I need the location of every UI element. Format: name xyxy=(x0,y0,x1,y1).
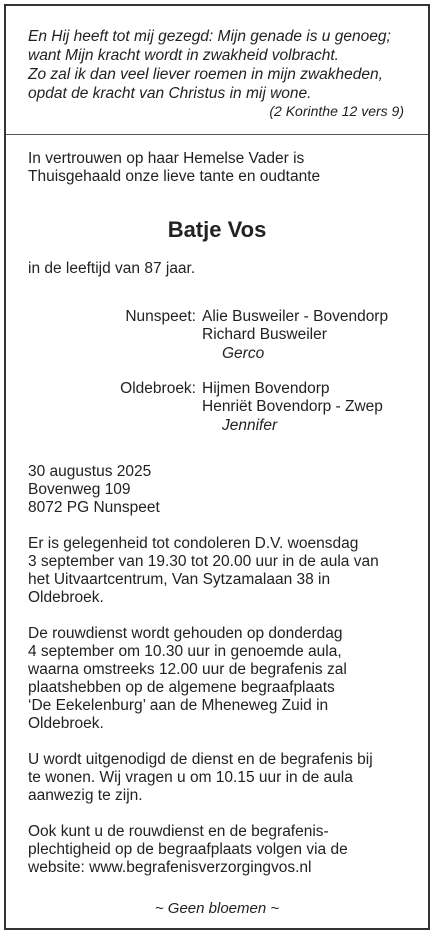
family-child: Jennifer xyxy=(222,417,278,434)
paragraph-line: U wordt uitgenodigd de dienst en de begrafenis bij xyxy=(28,751,373,768)
closing-note: ~ Geen bloemen ~ xyxy=(154,900,280,917)
deceased-name: Batje Vos xyxy=(167,217,267,242)
quote-line-2: want Mijn kracht wordt in zwakheid volbracht. xyxy=(28,47,339,64)
paragraph-line: De rouwdienst wordt gehouden op donderdag xyxy=(28,625,343,642)
intro-line-1: In vertrouwen op haar Hemelse Vader is xyxy=(28,150,305,167)
paragraph-line: ‘De Eekelenburg’ aan de Mheneweg Zuid in xyxy=(28,697,329,714)
paragraph-line: het Uitvaartcentrum, Van Sytzamalaan 38 in xyxy=(28,571,331,588)
paragraph-line: plaatshebben op de algemene begraafplaats xyxy=(28,679,335,696)
paragraph-line: te wonen. Wij vragen u om 10.15 uur in de aula xyxy=(28,769,353,786)
quote-line-3: Zo zal ik dan veel liever roemen in mijn zwakheden, xyxy=(28,66,383,83)
quote-line-4: opdat de kracht van Christus in mij wone. xyxy=(28,85,312,102)
postal-line: 8072 PG Nunspeet xyxy=(28,499,160,516)
quote-reference: (2 Korinthe 12 vers 9) xyxy=(269,103,404,119)
family-member: Hijmen Bovendorp xyxy=(202,380,330,397)
intro-line-2: Thuisgehaald onze lieve tante en oudtante xyxy=(28,168,321,185)
paragraph-line: waarna omstreeks 12.00 uur de begrafenis zal xyxy=(28,661,347,678)
paragraph-line: Oldebroek. xyxy=(28,589,104,606)
obituary-card xyxy=(4,4,430,930)
paragraph-line: 4 september om 10.30 uur in genoemde aula, xyxy=(28,643,342,660)
family-member: Richard Busweiler xyxy=(202,326,327,343)
paragraph-line: 3 september van 19.30 tot 20.00 uur in de aula van xyxy=(28,553,379,570)
family-member: Henriët Bovendorp - Zwep xyxy=(202,398,383,415)
street-line: Bovenweg 109 xyxy=(28,481,131,498)
family-place-2: Oldebroek: xyxy=(120,380,196,397)
family-member: Alie Busweiler - Bovendorp xyxy=(202,308,389,325)
family-place-1: Nunspeet: xyxy=(125,308,196,325)
website-line: website: www.begrafenisverzorgingvos.nl xyxy=(28,859,312,876)
date-line: 30 augustus 2025 xyxy=(28,463,152,480)
paragraph-line: Er is gelegenheid tot condoleren D.V. woensdag xyxy=(28,535,359,552)
family-child: Gerco xyxy=(222,345,265,362)
divider xyxy=(6,134,428,135)
paragraph-line: Oldebroek. xyxy=(28,715,104,732)
age-line: in de leeftijd van 87 jaar. xyxy=(28,260,196,277)
paragraph-line: plechtigheid op de begraafplaats volgen via de xyxy=(28,841,348,858)
paragraph-line: aanwezig te zijn. xyxy=(28,787,143,804)
quote-line-1: En Hij heeft tot mij gezegd: Mijn genade is u genoeg; xyxy=(28,28,391,45)
paragraph-line: Ook kunt u de rouwdienst en de begrafenis- xyxy=(28,823,329,840)
